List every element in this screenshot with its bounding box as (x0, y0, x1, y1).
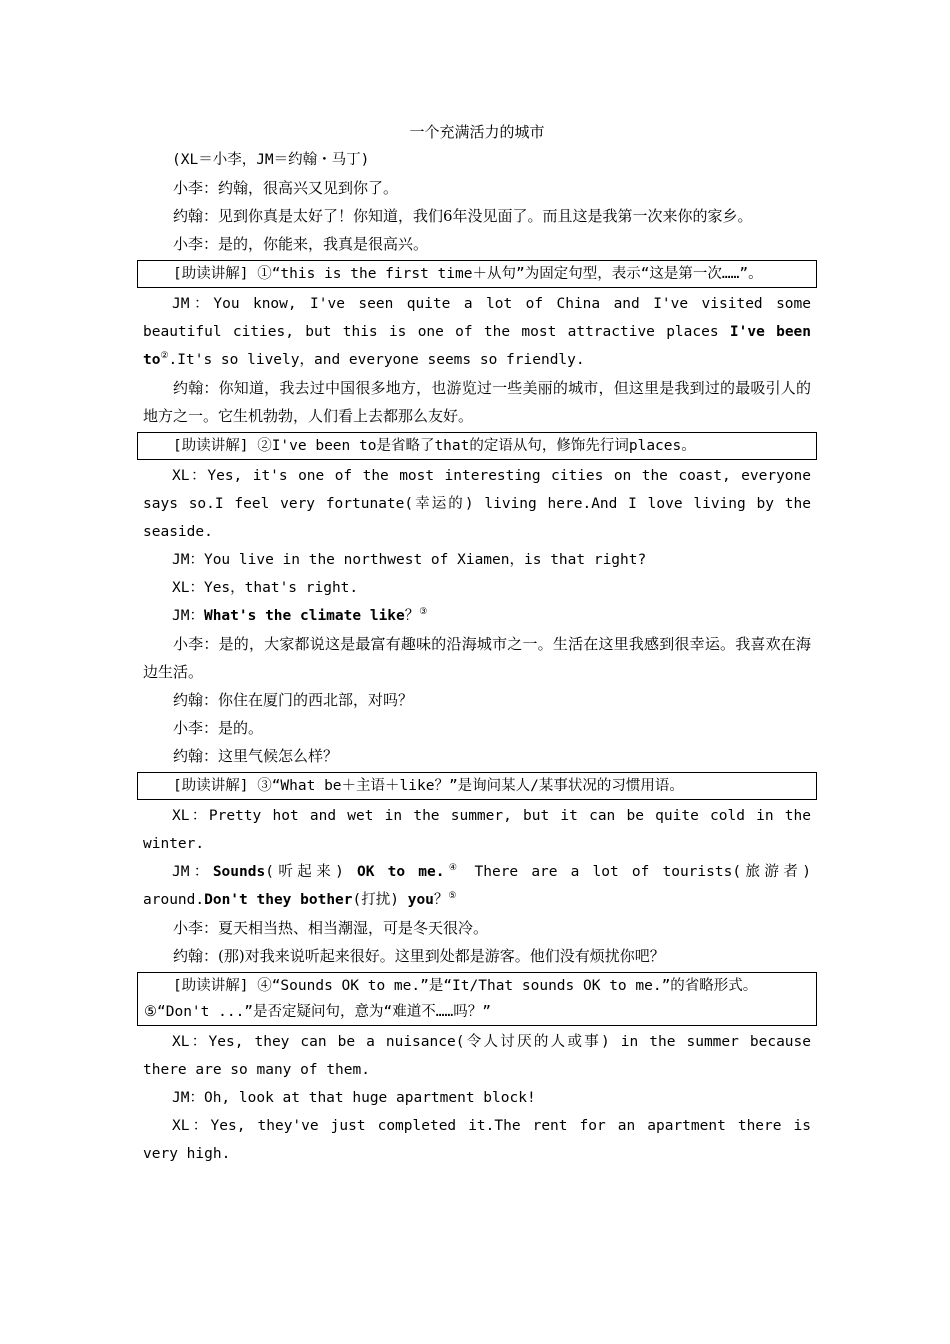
reading-note: [助读讲解] ④“Sounds OK to me.”是“It/That sounds OK to me.”的省略形式。 (173, 978, 758, 994)
dialogue-line: 小李：约翰，很高兴又见到你了。 (173, 179, 399, 197)
bold-phrase: What's the climate like (203, 608, 405, 624)
document-page (143, 118, 811, 1168)
footnote-mark: ③ (419, 607, 428, 617)
dialogue-line: JM：Oh, look at that huge apartment block! (172, 1090, 536, 1106)
dialogue-line: XL：Yes, they can be a nuisance(令人讨厌的人或事) in the summer because there are so many of them. (143, 1034, 811, 1078)
bold-phrase: Don't they bother (204, 892, 353, 908)
document-title: 一个充满活力的城市 (409, 123, 545, 141)
speaker-key: (XL＝小李，JM＝约翰・马丁) (172, 152, 370, 168)
dialogue-line: 小李：夏天相当热、相当潮湿，可是冬天很冷。 (173, 919, 489, 937)
dialogue-line: 约翰：(那)对我来说听起来很好。这里到处都是游客。他们没有烦扰你吧？ (173, 947, 665, 965)
footnote-mark: ② (160, 351, 169, 361)
bold-phrase: you (407, 892, 434, 908)
bold-phrase: I've been to (143, 324, 812, 368)
dialogue-line: 小李：是的，大家都说这是最富有趣味的沿海城市之一。生活在这里我感到很幸运。我喜欢在海边生活。 (143, 635, 811, 681)
footnote-mark: ⑤ (448, 891, 457, 901)
dialogue-line: XL：Yes，that's right. (172, 580, 359, 596)
dialogue-line: 约翰：见到你真是太好了！你知道，我们6年没见面了。而且这是我第一次来你的家乡。 (173, 207, 753, 225)
text-segment: ？ (404, 608, 420, 624)
text-segment: ？ (433, 892, 449, 908)
bold-phrase: OK to me. (357, 864, 445, 880)
dialogue-line: XL：Yes, it's one of the most interesting cities on the coast, everyone says so.I feel very fortunate(幸运的) living here.And I love living by the seaside. (143, 468, 811, 540)
dialogue-line: JM：You live in the northwest of Xiamen，is that right? (172, 552, 647, 568)
text-segment: There are a lot of tourists(旅游者) around. (143, 864, 811, 908)
dialogue-line: 小李：是的。 (173, 719, 264, 737)
dialogue-line: 约翰：这里气候怎么样？ (173, 747, 339, 765)
dialogue-line: 约翰：你住在厦门的西北部，对吗？ (173, 691, 414, 709)
dialogue-line (143, 858, 811, 914)
reading-note-box (137, 772, 817, 800)
dialogue-line (143, 290, 811, 374)
text-segment: JM：You know, I've seen quite a lot of China and I've visited some beautiful cities, but this is one of the most attractive places (143, 296, 811, 340)
bold-phrase: Sounds (212, 864, 266, 880)
text-segment: JM： (172, 864, 213, 880)
text-segment: (听起来) (265, 864, 358, 880)
dialogue-line: XL：Pretty hot and wet in the summer, but it can be quite cold in the winter. (143, 808, 811, 852)
footnote-mark: ④ (444, 863, 462, 873)
dialogue-line: 约翰：你知道，我去过中国很多地方，也游览过一些美丽的城市，但这里是我到过的最吸引人的地方之一。它生机勃勃，人们看上去都那么友好。 (143, 379, 811, 425)
reading-note-box (137, 972, 817, 1026)
text-segment: JM： (172, 608, 204, 624)
reading-note-box (137, 432, 817, 460)
text-segment: (打扰) (352, 892, 408, 908)
dialogue-line: XL：Yes, they've just completed it.The rent for an apartment there is very high. (143, 1118, 811, 1162)
reading-note: [助读讲解] ③“What be＋主语＋like？”是询问某人/某事状况的习惯用语。 (173, 778, 684, 794)
reading-note: ⑤“Don't ...”是否定疑问句，意为“难道不……吗？” (144, 1004, 491, 1020)
text-segment: .It's so lively，and everyone seems so friendly. (168, 352, 585, 368)
reading-note: [助读讲解] ①“this is the first time＋从句”为固定句型，表示“这是第一次……”。 (173, 266, 763, 282)
reading-note-box (137, 260, 817, 288)
reading-note: [助读讲解] ②I've been to是省略了that的定语从句，修饰先行词places。 (173, 438, 696, 454)
dialogue-line: 小李：是的，你能来，我真是很高兴。 (173, 235, 429, 253)
dialogue-line (143, 602, 811, 630)
